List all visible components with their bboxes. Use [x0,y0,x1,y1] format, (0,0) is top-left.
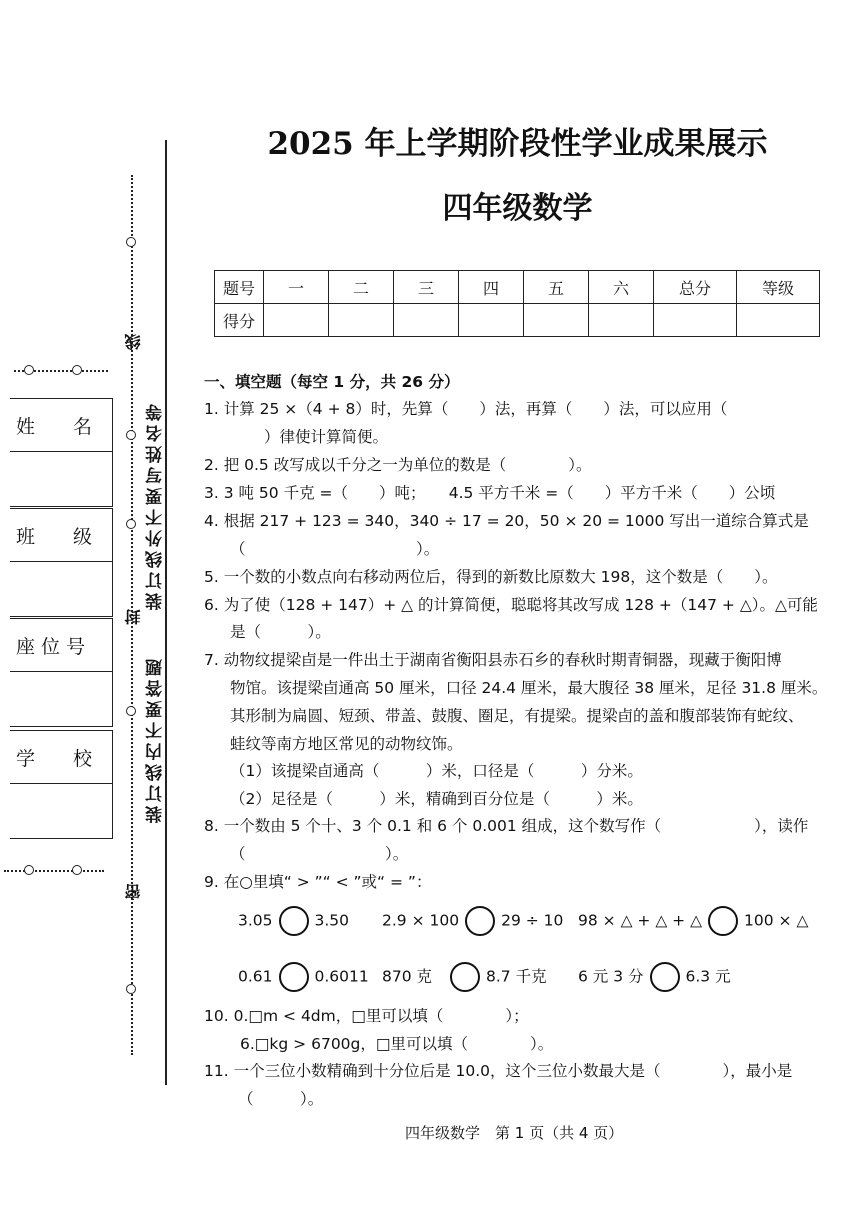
info-school-box [10,730,113,839]
question-1: 1. 计算 25 ×（4 + 8）时，先算（ ）法，再算（ ）法，可以应用（ [204,400,728,418]
binding-hole-circle [126,984,136,994]
question-8: 8. 一个数由 5 个十、3 个 0.1 和 6 个 0.001 组成，这个数写作（ ），读作 [204,817,809,835]
page-title: 2025 年上学期阶段性学业成果展示 [267,126,768,162]
compare-left: 2.9 × 100 [382,911,460,930]
question-11-cont: （ ）。 [238,1090,324,1108]
compare-right: 100 × △ [744,911,809,930]
compare-circle[interactable] [650,962,680,992]
compare-circle[interactable] [465,906,495,936]
score-row-header: 题号 [215,271,264,304]
binding-hole-circle [126,706,136,716]
binding-hole-circle [126,237,136,247]
info-school-label: 学 校 [10,731,112,784]
info-class-label: 班 级 [10,509,112,562]
compare-circle[interactable] [279,906,309,936]
info-name-label: 姓 名 [10,399,112,452]
score-col: 六 [589,271,654,304]
score-table-header-row [215,271,820,304]
question-1-cont: ）律使计算简便。 [264,428,389,446]
score-col-total: 总分 [654,271,737,304]
question-6-cont: 是（ ）。 [230,623,331,641]
compare-left: 870 克 [382,967,433,986]
question-10: 10. 0.□m < 4dm，□里可以填（ ）； [204,1007,529,1025]
question-5: 5. 一个数的小数点向右移动两位后，得到的新数比原数大 198，这个数是（ ）。 [204,568,778,586]
binding-hole-circle [126,519,136,529]
info-name-field[interactable] [10,452,112,506]
question-2: 2. 把 0.5 改写成以千分之一为单位的数是（ ）。 [204,456,592,474]
score-cell[interactable] [524,304,589,337]
score-cell[interactable] [264,304,329,337]
score-col: 四 [459,271,524,304]
question-7-sub2: （2）足径是（ ）米，精确到百分位是（ ）米。 [230,790,643,808]
question-7-line3: 其形制为扁圆、短颈、带盖、鼓腹、圈足，有提梁。提梁卣的盖和腹部装饰有蛇纹、 [230,707,804,725]
score-cell[interactable] [394,304,459,337]
score-col-grade: 等级 [737,271,820,304]
binding-solid-line [165,140,167,1085]
question-4-cont: （ ）。 [230,540,440,558]
compare-item [382,906,563,936]
binding-label-xian: 线 [124,330,143,350]
compare-right: 6.3 元 [685,967,731,986]
compare-left: 0.61 [238,967,273,986]
question-7-line2: 物馆。该提梁卣通高 50 厘米，口径 24.4 厘米，最大腹径 38 厘米，足径 31.8 厘米。 [230,679,828,697]
score-cell[interactable] [737,304,820,337]
compare-item [382,962,547,992]
compare-right: 0.6011 [314,967,369,986]
page-subtitle: 四年级数学 [442,191,593,226]
question-7: 7. 动物纹提梁卣是一件出土于湖南省衡阳县赤石乡的春秋时期青铜器，现藏于衡阳博 [204,651,782,669]
score-col: 三 [394,271,459,304]
question-11: 11. 一个三位小数精确到十分位后是 10.0，这个三位小数最大是（ ），最小是 [204,1062,793,1080]
info-name-box [10,398,113,507]
binding-hole-circle [24,865,34,875]
binding-label-feng: 封 [124,605,143,625]
compare-left: 6 元 3 分 [578,967,644,986]
question-6: 6. 为了使（128 + 147）+ △ 的计算简便，聪聪将其改写成 128 +（147 + △）。△可能 [204,596,818,614]
score-cell[interactable] [654,304,737,337]
binding-hole-circle [126,430,136,440]
score-cell[interactable] [329,304,394,337]
question-10-cont: 6.□kg > 6700g，□里可以填（ ）。 [240,1035,554,1053]
score-col: 五 [524,271,589,304]
info-seat-label: 座 位 号 [10,619,112,672]
question-7-sub1: （1）该提梁卣通高（ ）米，口径是（ ）分米。 [230,762,643,780]
binding-hole-circle [72,365,82,375]
question-7-line4: 蛙纹等南方地区常见的动物纹饰。 [230,735,463,753]
question-3: 3. 3 吨 50 千克 =（ ）吨； 4.5 平方千米 =（ ）平方千米（ ）公顷 [204,484,776,502]
binding-warning-outer: 装订线外不要写姓名等 [146,400,166,610]
score-cell[interactable] [589,304,654,337]
info-class-box [10,508,113,617]
score-table [214,270,820,337]
binding-hole-circle [24,365,34,375]
compare-circle[interactable] [279,962,309,992]
compare-left: 98 × △ + △ + △ [578,911,703,930]
question-8-cont: （ ）。 [230,845,409,863]
binding-label-mi: 密 [124,880,143,900]
compare-right: 29 ÷ 10 [501,911,564,930]
compare-item [238,906,349,936]
score-label: 得分 [215,304,264,337]
score-cell[interactable] [459,304,524,337]
question-9: 9. 在○里填“ > ”“ < ”或“ = ”： [204,873,432,891]
info-seat-box [10,618,113,727]
binding-hole-circle [72,865,82,875]
compare-item [578,962,731,992]
info-school-field[interactable] [10,784,112,838]
info-seat-field[interactable] [10,672,112,726]
info-bottom-dotted [4,870,104,872]
compare-item [238,962,369,992]
score-col: 一 [264,271,329,304]
info-class-field[interactable] [10,562,112,616]
compare-circle[interactable] [708,906,738,936]
section-heading: 一、填空题（每空 1 分，共 26 分） [204,373,460,391]
score-col: 二 [329,271,394,304]
binding-warning-inner: 装订线内不要答题 [146,655,166,823]
question-4: 4. 根据 217 + 123 = 340，340 ÷ 17 = 20，50 × 20 = 1000 写出一道综合算式是 [204,512,809,530]
compare-right: 8.7 千克 [486,967,547,986]
compare-left: 3.05 [238,911,273,930]
compare-right: 3.50 [314,911,350,930]
page-footer: 四年级数学 第 1 页（共 4 页） [405,1124,624,1142]
compare-item [578,906,808,936]
compare-circle[interactable] [450,962,480,992]
score-table-score-row [215,304,820,337]
